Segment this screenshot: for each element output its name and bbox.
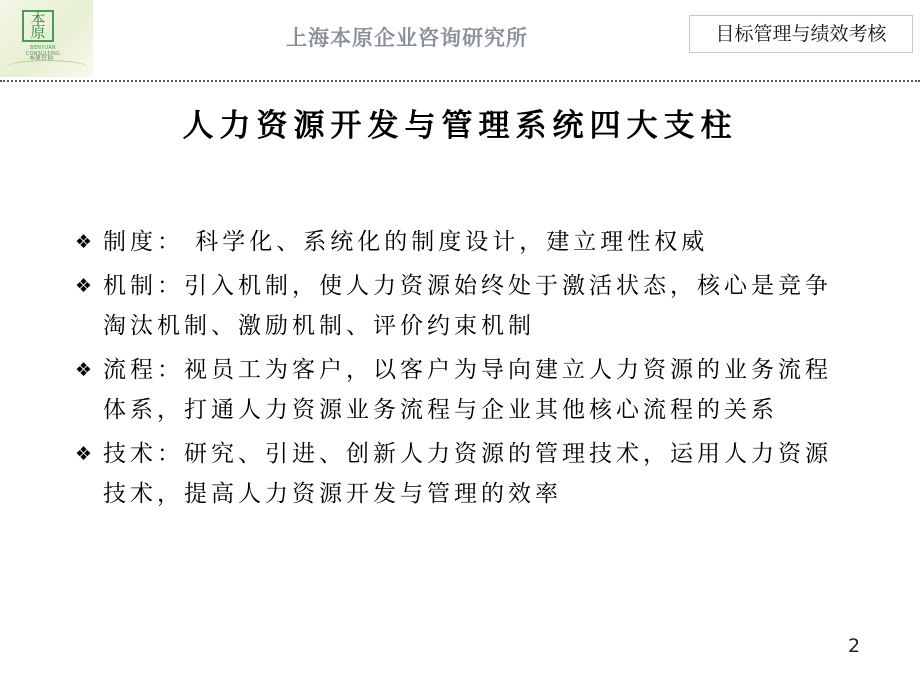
company-logo [0, 0, 93, 77]
diamond-four-icon: ❖ [75, 231, 93, 253]
slide-title: 人力资源开发与管理系统四大支柱 [182, 108, 738, 144]
logo-decoration [6, 60, 88, 75]
bullet-text: 技术：研究、引进、创新人力资源的管理技术，运用人力资源技术，提高人力资源开发与管理的效率 [103, 441, 832, 507]
bullet-item-process [75, 350, 855, 430]
logo-chinese-text: 本原咨询 [28, 55, 53, 62]
bullet-item-technology [75, 434, 855, 514]
bullet-text: 机制：引入机制，使人力资源始终处于激活状态，核心是竞争淘汰机制、激励机制、评价约束机制 [103, 273, 832, 339]
bullet-item-system [75, 222, 855, 262]
bullet-text: 流程：视员工为客户，以客户为导向建立人力资源的业务流程体系，打通人力资源业务流程与企业其他核心流程的关系 [103, 357, 832, 423]
logo-mark: 本原 [22, 10, 54, 42]
bullet-text: 制度： 科学化、系统化的制度设计，建立理性权威 [103, 229, 709, 255]
course-title: 目标管理与绩效考核 [715, 23, 887, 45]
logo-english-text: BENYUAN CONSULTING [25, 45, 61, 57]
diamond-four-icon: ❖ [75, 359, 93, 381]
page-number: 2 [848, 635, 861, 657]
diamond-four-icon: ❖ [75, 275, 93, 297]
bullet-list [75, 222, 855, 518]
bullet-item-mechanism [75, 266, 855, 346]
company-name: 上海本原企业咨询研究所 [286, 26, 528, 50]
header-divider [0, 80, 920, 82]
diamond-four-icon: ❖ [75, 443, 93, 465]
course-title-box [689, 15, 913, 53]
